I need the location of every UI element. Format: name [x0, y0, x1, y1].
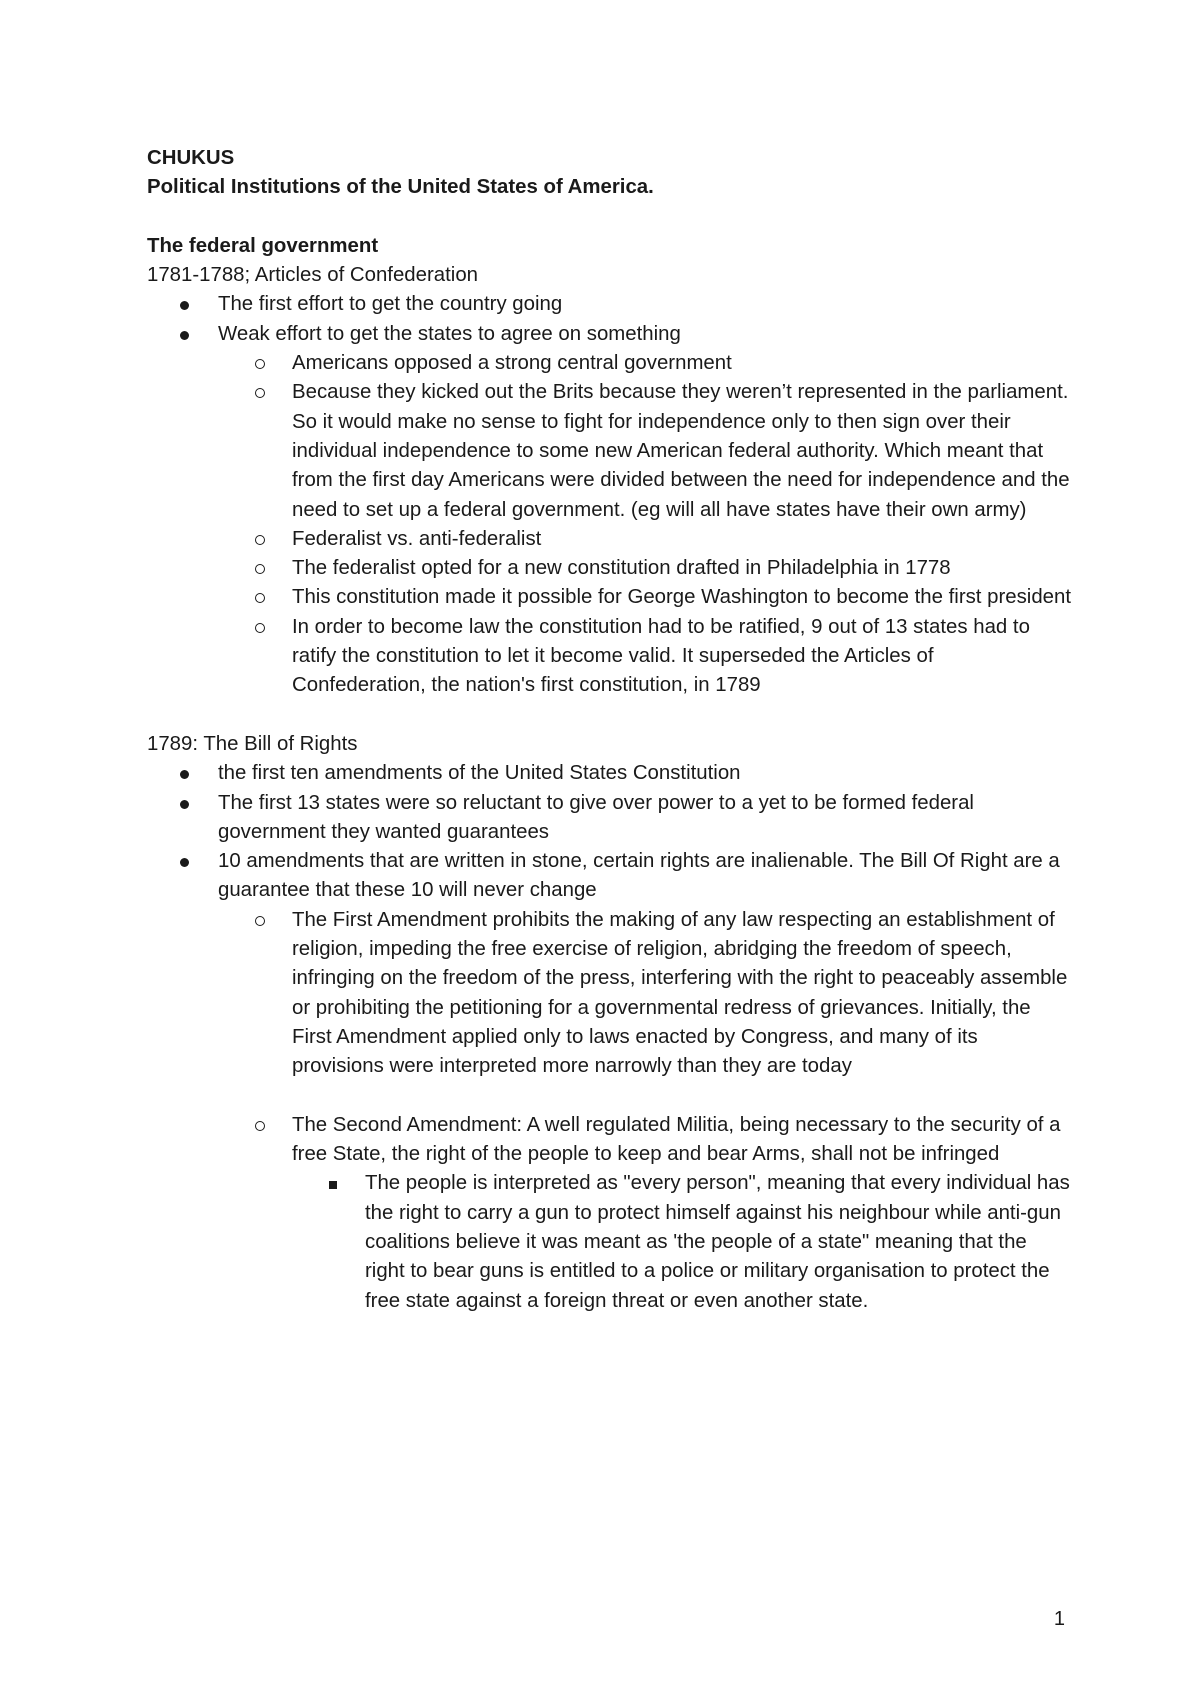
list-item — [147, 613, 1072, 701]
list-item — [147, 349, 1072, 378]
document-title: Political Institutions of the United States of America. — [147, 176, 654, 199]
bullet-circle-icon — [255, 378, 265, 407]
list-item — [147, 554, 1072, 583]
list-item-text: Federalist vs. anti-federalist — [292, 527, 542, 550]
bullet-square-icon — [329, 1169, 337, 1198]
list-item — [147, 525, 1072, 554]
list-item-text: In order to become law the constitution had to be ratified, 9 out of 13 states had to ratify the constitution to let it become valid. It superseded the Articles of Confederation, the nation's first constitution, in 1789 — [292, 615, 1030, 697]
list-item-text: Weak effort to get the states to agree on something — [218, 322, 681, 345]
list-item-text: Because they kicked out the Brits because they weren’t represented in the parliament. So it would make no sense to fight for independence only to then sign over their individual independence to some new American federal authority. Which meant that from the first day Americans were divided between the need for independence and the need to set up a federal government. (eg will all have states have their own army) — [292, 381, 1070, 521]
bullet-circle-icon — [255, 349, 265, 378]
bullet-dot-icon — [180, 847, 189, 876]
spacer — [147, 203, 1072, 232]
bullet-circle-icon — [255, 583, 265, 612]
bullet-circle-icon — [255, 525, 265, 554]
bullet-circle-icon — [255, 906, 265, 935]
list-item — [147, 1111, 1072, 1170]
list-item — [147, 320, 1072, 349]
document-body — [147, 144, 1072, 1316]
list-item — [147, 583, 1072, 612]
course-code: CHUKUS — [147, 147, 235, 169]
list-item — [147, 789, 1072, 848]
list-item — [147, 759, 1072, 788]
list-item-text: The people is interpreted as "every person", meaning that every individual has the right to carry a gun to protect himself against his neighbour while anti-gun coalitions believe it was meant as 'the people of a state" meaning that the right to bear guns is entitled to a police or military organisation to protect the free state against a foreign threat or even another state. — [365, 1172, 1070, 1312]
list-item — [147, 847, 1072, 906]
bullet-dot-icon — [180, 759, 189, 788]
list-item — [147, 290, 1072, 319]
list-item-text: 10 amendments that are written in stone, certain rights are inalienable. The Bill Of Right are a guarantee that these 10 will never change — [218, 850, 1060, 902]
bullet-list — [147, 290, 1072, 700]
section-heading: The federal government — [147, 234, 379, 257]
page-number: 1 — [1053, 1608, 1065, 1630]
spacer — [147, 701, 1072, 730]
list-item-text: The federalist opted for a new constitution drafted in Philadelphia in 1778 — [292, 557, 951, 580]
list-item-text: The first 13 states were so reluctant to give over power to a yet to be formed federal government they wanted guarantees — [218, 791, 974, 843]
bullet-dot-icon — [180, 290, 189, 319]
list-item-text: Americans opposed a strong central government — [292, 352, 732, 375]
section-subheading: 1789: The Bill of Rights — [147, 732, 358, 755]
bullet-circle-icon — [255, 554, 265, 583]
list-item — [147, 906, 1072, 1082]
list-item-spacer — [147, 1082, 1072, 1111]
section-subheading: 1781-1788; Articles of Confederation — [147, 264, 478, 287]
list-item-text: The first effort to get the country going — [218, 293, 563, 316]
bullet-circle-icon — [255, 1111, 265, 1140]
list-item — [147, 1169, 1072, 1315]
list-item-text: the first ten amendments of the United States Constitution — [218, 762, 741, 785]
list-item-text: The Second Amendment: A well regulated Militia, being necessary to the security of a free State, the right of the people to keep and bear Arms, shall not be infringed — [292, 1113, 1061, 1166]
list-item-text: The First Amendment prohibits the making of any law respecting an establishment of religion, impeding the free exercise of religion, abridging the freedom of speech, infringing on the freedom of the press, interfering with the right to peaceably assemble or prohibiting the petitioning for a governmental redress of grievances. Initially, the First Amendment applied only to laws enacted by Congress, and many of its provisions were interpreted more narrowly than they are today — [292, 908, 1068, 1078]
list-item-text: This constitution made it possible for George Washington to become the first president — [292, 586, 1072, 609]
bullet-dot-icon — [180, 789, 189, 818]
bullet-circle-icon — [255, 613, 265, 642]
bullet-dot-icon — [180, 320, 189, 349]
bullet-list — [147, 759, 1072, 1316]
list-item — [147, 378, 1072, 524]
